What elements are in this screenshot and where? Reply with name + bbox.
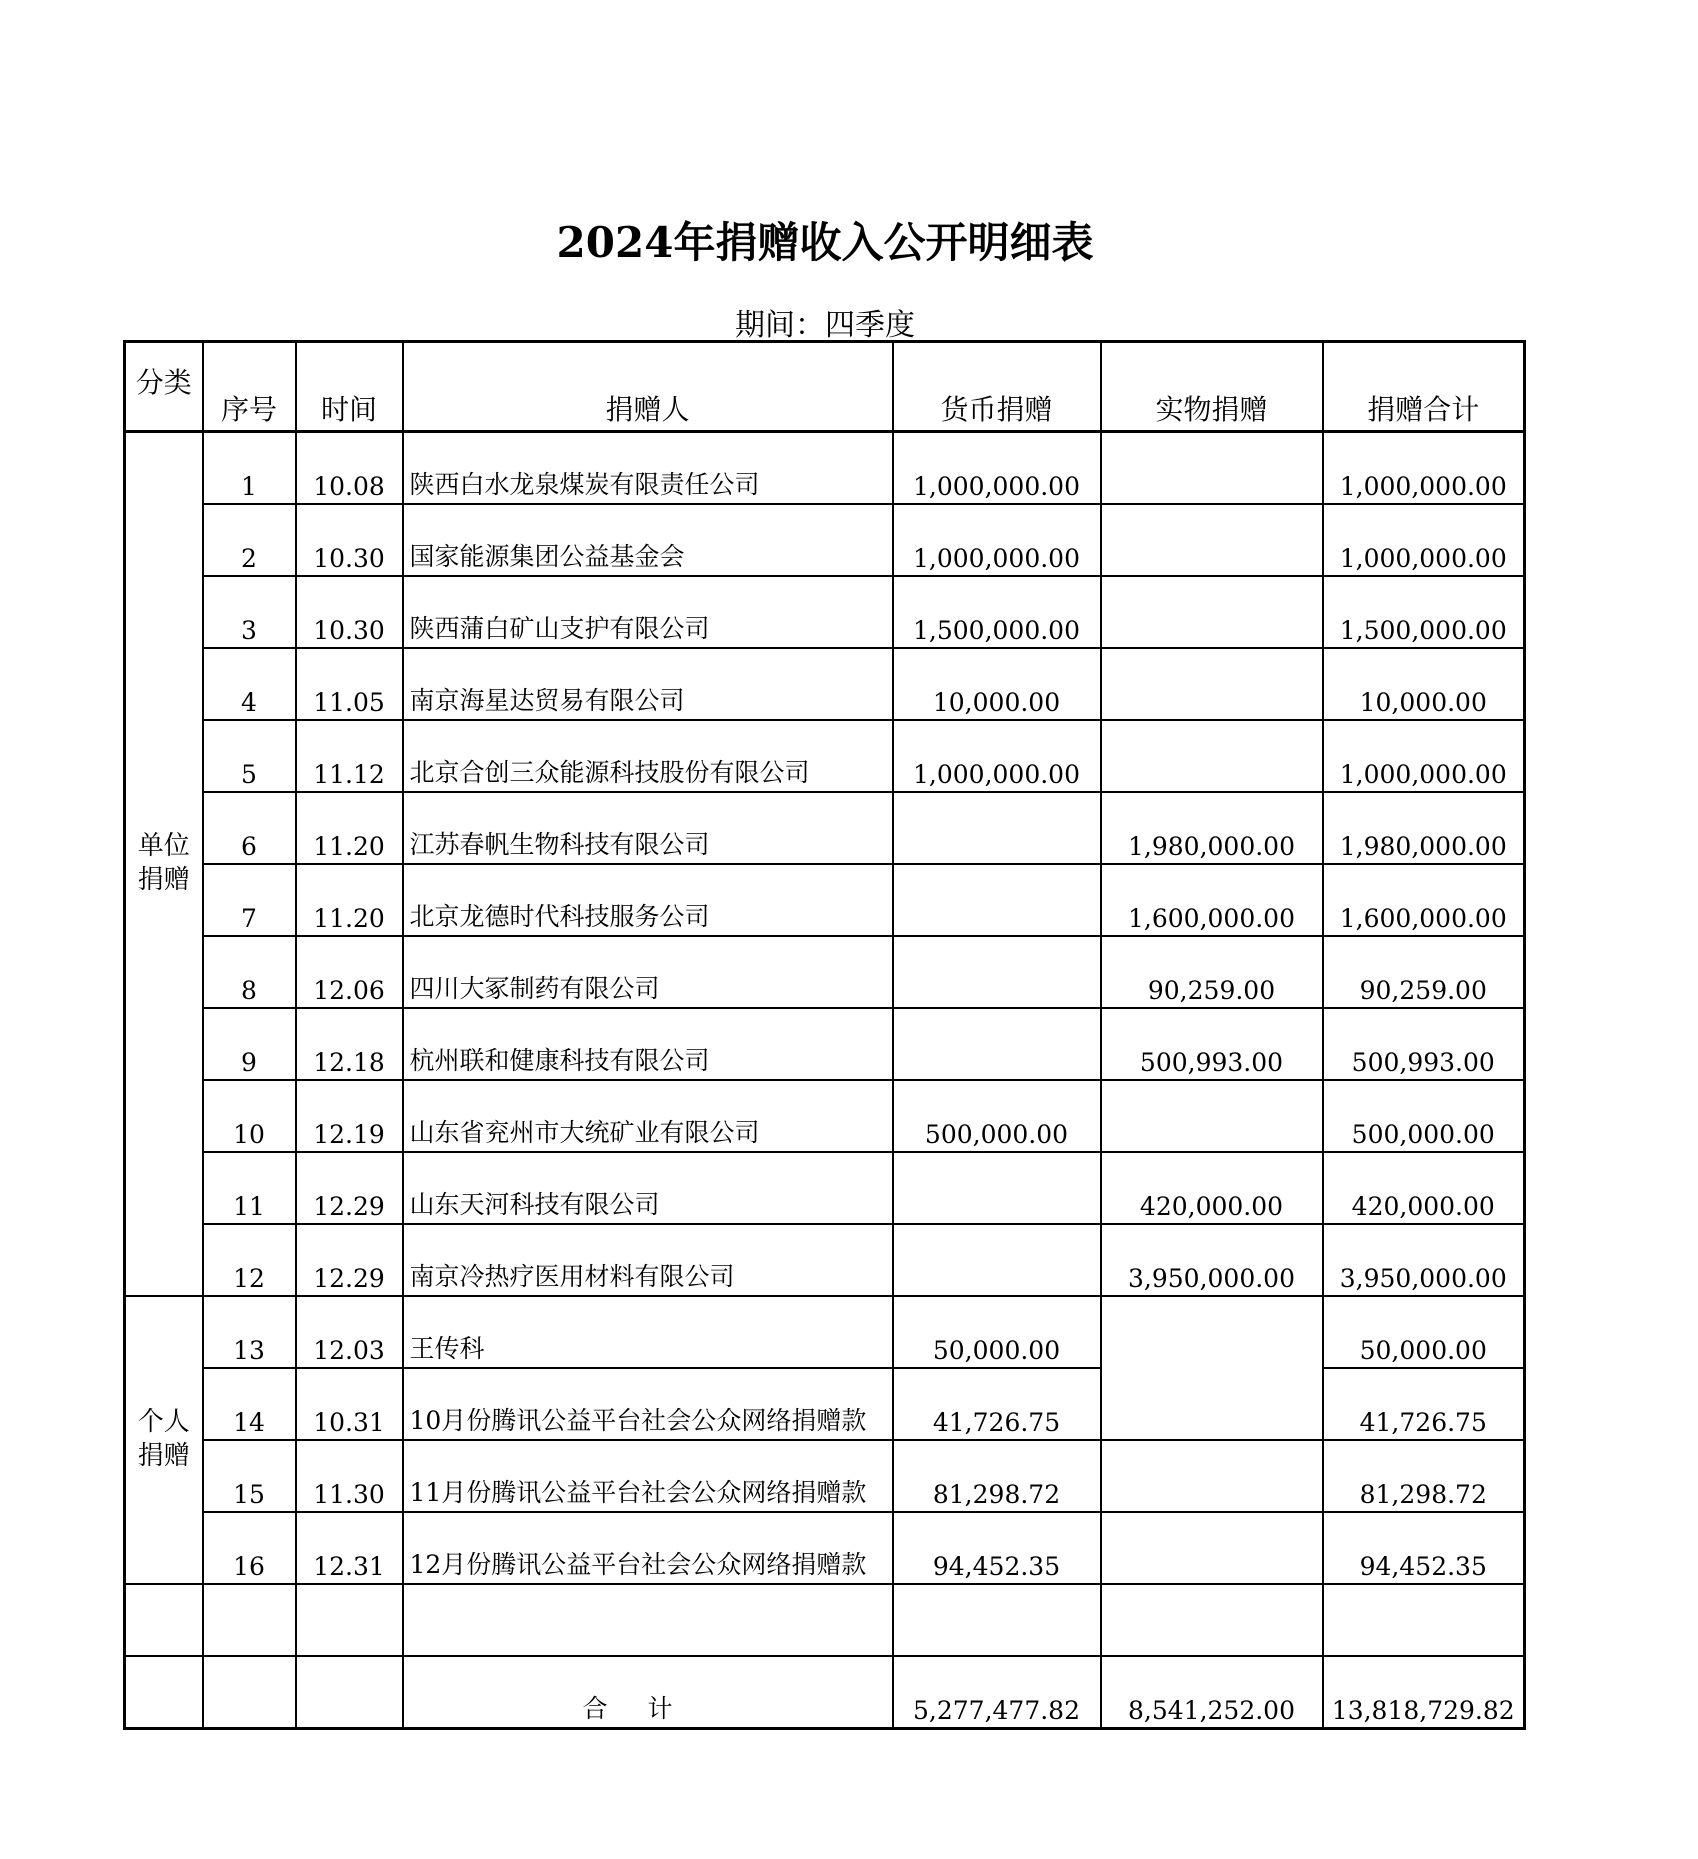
row-goods: 1,600,000.00 (1101, 864, 1323, 936)
table-row (125, 936, 1525, 1008)
row-money: 1,000,000.00 (893, 432, 1101, 505)
totals-row (125, 1656, 1525, 1729)
blank-cell (893, 1584, 1101, 1656)
totals-empty (125, 1656, 203, 1729)
row-money (893, 792, 1101, 864)
row-seq: 12 (203, 1224, 296, 1296)
row-total: 500,000.00 (1323, 1080, 1525, 1152)
row-money: 94,452.35 (893, 1512, 1101, 1584)
header-time: 时间 (296, 342, 403, 432)
row-time: 11.20 (296, 792, 403, 864)
row-total: 81,298.72 (1323, 1440, 1525, 1512)
row-total: 3,950,000.00 (1323, 1224, 1525, 1296)
row-money (893, 1152, 1101, 1224)
row-time: 12.18 (296, 1008, 403, 1080)
header-total: 捐赠合计 (1323, 342, 1525, 432)
totals-empty (296, 1656, 403, 1729)
row-time: 11.05 (296, 648, 403, 720)
table-row (125, 1224, 1525, 1296)
row-total: 1,600,000.00 (1323, 864, 1525, 936)
row-money: 10,000.00 (893, 648, 1101, 720)
row-donor: 北京龙德时代科技服务公司 (403, 864, 893, 936)
row-seq: 1 (203, 432, 296, 505)
row-goods: 3,950,000.00 (1101, 1224, 1323, 1296)
row-goods: 1,980,000.00 (1101, 792, 1323, 864)
row-goods: 500,993.00 (1101, 1008, 1323, 1080)
table-row (125, 576, 1525, 648)
row-total: 41,726.75 (1323, 1368, 1525, 1440)
blank-cell (203, 1584, 296, 1656)
row-goods (1101, 1296, 1323, 1440)
row-total: 1,500,000.00 (1323, 576, 1525, 648)
row-seq: 6 (203, 792, 296, 864)
row-time: 10.31 (296, 1368, 403, 1440)
row-money (893, 1008, 1101, 1080)
row-goods: 420,000.00 (1101, 1152, 1323, 1224)
table-row (125, 720, 1525, 792)
row-time: 12.29 (296, 1224, 403, 1296)
header-money: 货币捐赠 (893, 342, 1101, 432)
totals-empty (203, 1656, 296, 1729)
row-time: 11.12 (296, 720, 403, 792)
row-seq: 14 (203, 1368, 296, 1440)
row-time: 12.06 (296, 936, 403, 1008)
row-time: 12.31 (296, 1512, 403, 1584)
row-seq: 3 (203, 576, 296, 648)
row-time: 10.30 (296, 576, 403, 648)
row-time: 10.08 (296, 432, 403, 505)
row-time: 12.19 (296, 1080, 403, 1152)
row-time: 10.30 (296, 504, 403, 576)
blank-cell (1101, 1584, 1323, 1656)
header-seq: 序号 (203, 342, 296, 432)
row-donor: 山东天河科技有限公司 (403, 1152, 893, 1224)
row-donor: 北京合创三众能源科技股份有限公司 (403, 720, 893, 792)
category-unit: 单位捐赠 (125, 432, 203, 1297)
blank-cell (1323, 1584, 1525, 1656)
row-donor: 江苏春帆生物科技有限公司 (403, 792, 893, 864)
row-total: 50,000.00 (1323, 1296, 1525, 1368)
row-seq: 16 (203, 1512, 296, 1584)
period-label: 期间：四季度 (735, 308, 915, 343)
row-seq: 15 (203, 1440, 296, 1512)
row-donor: 山东省兖州市大统矿业有限公司 (403, 1080, 893, 1152)
row-total: 90,259.00 (1323, 936, 1525, 1008)
row-money: 81,298.72 (893, 1440, 1101, 1512)
totals-label: 合计 (582, 1694, 713, 1723)
table-row (125, 1512, 1525, 1584)
totals-goods: 8,541,252.00 (1101, 1656, 1323, 1729)
blank-cell (125, 1584, 203, 1656)
row-donor: 11月份腾讯公益平台社会公众网络捐赠款 (403, 1440, 893, 1512)
row-seq: 9 (203, 1008, 296, 1080)
row-money (893, 1224, 1101, 1296)
row-donor: 12月份腾讯公益平台社会公众网络捐赠款 (403, 1512, 893, 1584)
table-row (125, 648, 1525, 720)
row-donor: 杭州联和健康科技有限公司 (403, 1008, 893, 1080)
row-total: 94,452.35 (1323, 1512, 1525, 1584)
row-donor: 王传科 (403, 1296, 893, 1368)
row-goods: 90,259.00 (1101, 936, 1323, 1008)
row-money (893, 864, 1101, 936)
row-seq: 5 (203, 720, 296, 792)
row-total: 420,000.00 (1323, 1152, 1525, 1224)
totals-money: 5,277,477.82 (893, 1656, 1101, 1729)
blank-cell (296, 1584, 403, 1656)
table-row (125, 1152, 1525, 1224)
row-total: 1,000,000.00 (1323, 432, 1525, 505)
row-money: 1,000,000.00 (893, 720, 1101, 792)
table-row (125, 1296, 1525, 1368)
row-goods (1101, 576, 1323, 648)
row-seq: 4 (203, 648, 296, 720)
row-time: 11.20 (296, 864, 403, 936)
header-donor: 捐赠人 (403, 342, 893, 432)
row-money: 50,000.00 (893, 1296, 1101, 1368)
row-money: 1,500,000.00 (893, 576, 1101, 648)
table-row (125, 432, 1525, 505)
row-money: 41,726.75 (893, 1368, 1101, 1440)
row-seq: 2 (203, 504, 296, 576)
donation-table (123, 340, 1526, 1730)
row-seq: 11 (203, 1152, 296, 1224)
totals-label-cell (403, 1656, 893, 1729)
table-row (125, 792, 1525, 864)
row-donor: 南京海星达贸易有限公司 (403, 648, 893, 720)
row-total: 1,000,000.00 (1323, 504, 1525, 576)
table-row (125, 1440, 1525, 1512)
row-money: 1,000,000.00 (893, 504, 1101, 576)
row-goods (1101, 1512, 1323, 1584)
row-seq: 13 (203, 1296, 296, 1368)
table-row (125, 504, 1525, 576)
row-total: 10,000.00 (1323, 648, 1525, 720)
row-donor: 四川大冢制药有限公司 (403, 936, 893, 1008)
row-donor: 国家能源集团公益基金会 (403, 504, 893, 576)
row-money (893, 936, 1101, 1008)
row-goods (1101, 720, 1323, 792)
row-money: 500,000.00 (893, 1080, 1101, 1152)
row-goods (1101, 432, 1323, 505)
row-total: 1,000,000.00 (1323, 720, 1525, 792)
row-total: 500,993.00 (1323, 1008, 1525, 1080)
blank-cell (403, 1584, 893, 1656)
row-seq: 7 (203, 864, 296, 936)
header-goods: 实物捐赠 (1101, 342, 1323, 432)
row-goods (1101, 648, 1323, 720)
row-time: 11.30 (296, 1440, 403, 1512)
row-goods (1101, 1440, 1323, 1512)
row-donor: 陕西白水龙泉煤炭有限责任公司 (403, 432, 893, 505)
totals-total: 13,818,729.82 (1323, 1656, 1525, 1729)
row-time: 12.03 (296, 1296, 403, 1368)
table-row (125, 1080, 1525, 1152)
row-seq: 10 (203, 1080, 296, 1152)
row-donor: 10月份腾讯公益平台社会公众网络捐赠款 (403, 1368, 893, 1440)
table-row (125, 864, 1525, 936)
header-row (125, 342, 1525, 432)
category-personal: 个人捐赠 (125, 1296, 203, 1584)
page-title: 2024年捐赠收入公开明细表 (556, 218, 1094, 267)
table-row (125, 1008, 1525, 1080)
blank-row (125, 1584, 1525, 1656)
row-donor: 陕西蒲白矿山支护有限公司 (403, 576, 893, 648)
row-goods (1101, 1080, 1323, 1152)
row-seq: 8 (203, 936, 296, 1008)
row-total: 1,980,000.00 (1323, 792, 1525, 864)
row-goods (1101, 504, 1323, 576)
row-donor: 南京冷热疗医用材料有限公司 (403, 1224, 893, 1296)
row-time: 12.29 (296, 1152, 403, 1224)
header-category: 分类 (125, 342, 203, 432)
